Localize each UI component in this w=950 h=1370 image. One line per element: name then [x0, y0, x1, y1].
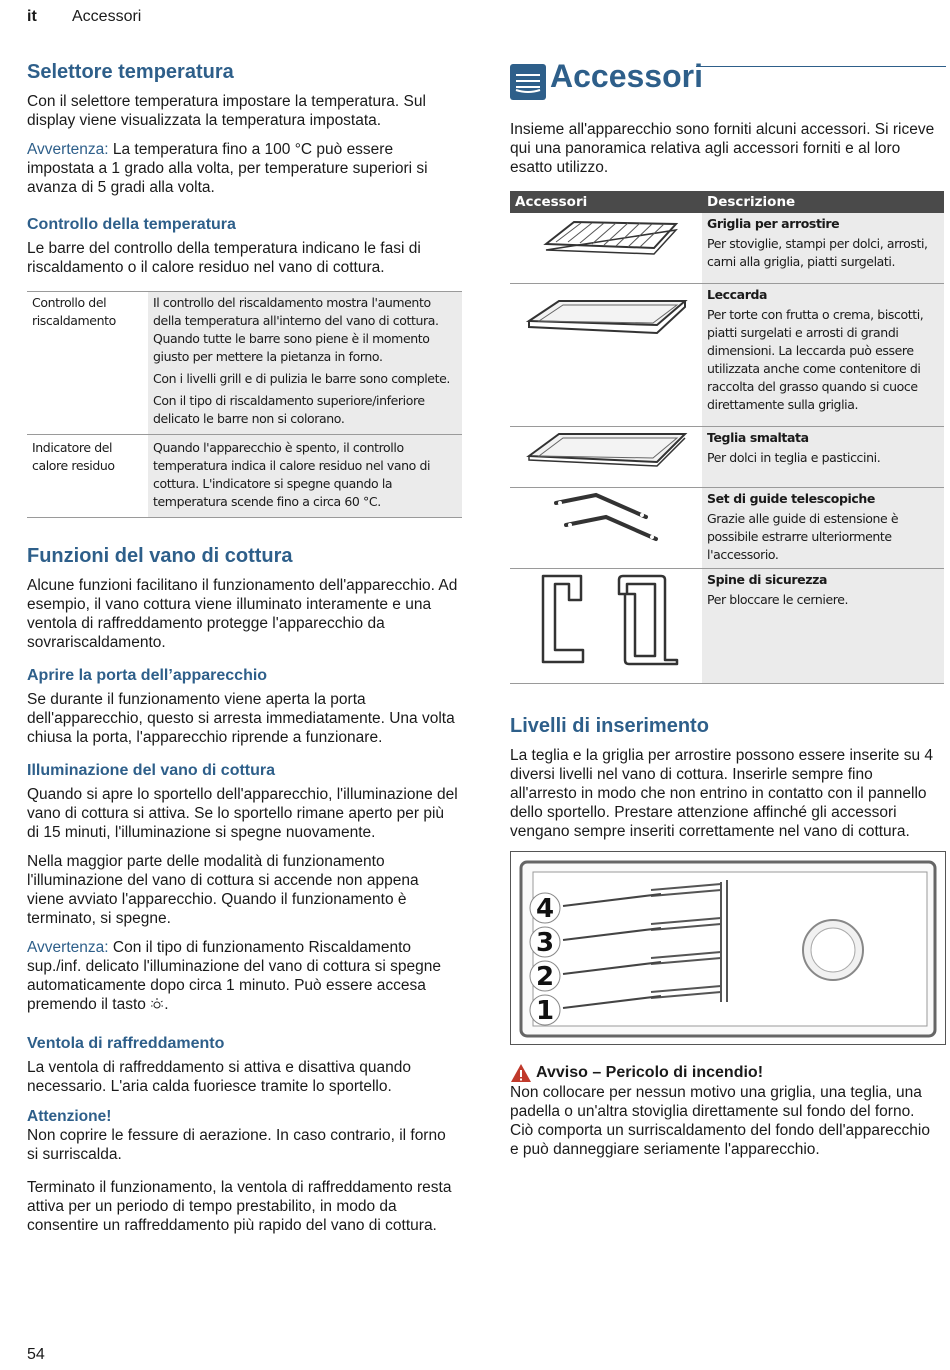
selettore-heading: Selettore temperatura	[27, 61, 234, 83]
accessory-text: Per bloccare le cerniere.	[707, 592, 849, 607]
funzioni-heading: Funzioni del vano di cottura	[27, 545, 293, 567]
porta-heading: Aprire la porta dell’apparecchio	[27, 667, 268, 684]
caution-text: Non coprire le fessure di aerazione. In caso contrario, il forno si surriscalda.	[27, 1127, 446, 1163]
table-row	[510, 427, 944, 488]
livelli-text: La teglia e la griglia per arrostire possono essere inserite su 4 diversi livelli nel vano di cottura. Inserirle sempre fino all'arresto in modo che non entrino in contatto con il pannello dello sportello. Prestare attenzione affinché gli accessori vengano sempre inseriti correttamente nel vano di cottura.	[510, 747, 934, 840]
illuminazione-note	[27, 938, 459, 1014]
left-column	[27, 60, 459, 1245]
accessory-image-cell	[510, 213, 702, 284]
oven-levels-diagram	[510, 851, 946, 1045]
level-label-2: 2	[536, 962, 555, 992]
table-row	[510, 488, 944, 569]
accessory-desc	[702, 284, 944, 427]
accessory-desc	[702, 488, 944, 569]
table-row	[27, 435, 462, 518]
accessory-desc	[702, 427, 944, 488]
table-row-label: Controllo del riscaldamento	[32, 295, 116, 328]
accessory-name: Set di guide telescopiche	[707, 491, 875, 506]
table-para: Con i livelli grill e di pulizia le barre sono complete.	[153, 371, 450, 386]
table-para: Con il tipo di riscaldamento superiore/inferiore delicato le barre non si colorano.	[153, 393, 425, 426]
ventola-heading: Ventola di raffreddamento	[27, 1035, 225, 1052]
table-row	[510, 213, 944, 284]
note-text: Con il tipo di funzionamento Riscaldamento sup./inf. delicato l'illuminazione del vano di cottura si spegne automaticamente dopo circa 1 minuto. Può essere accesa premendo il tasto	[27, 939, 441, 1013]
telescopic-rails-icon	[546, 489, 666, 549]
accessories-header-row	[510, 191, 944, 213]
ventola-text-2: Terminato il funzionamento, la ventola di raffreddamento resta attiva per un periodo di tempo prestabilito, in modo da consentire un raffreddamento più rapido del vano di cottura.	[27, 1179, 452, 1234]
controllo-text: Le barre del controllo della temperatura indicano le fasi di riscaldamento o il calore residuo nel vano di cottura.	[27, 240, 421, 276]
note-label: Avvertenza:	[27, 141, 109, 158]
porta-text: Se durante il funzionamento viene aperta la porta dell'apparecchio, questo si arresta immediatamente. Una volta chiusa la porta, l'apparecchio riprende a funzionare.	[27, 691, 455, 746]
level-label-1: 1	[536, 996, 555, 1026]
level-label-4: 4	[536, 894, 555, 924]
accessory-text: Per stoviglie, stampi per dolci, arrosti, carni alla griglia, piatti surgelati.	[707, 236, 928, 269]
accessory-name: Teglia smaltata	[707, 430, 809, 445]
selettore-note	[27, 140, 459, 197]
light-bulb-icon	[150, 997, 164, 1011]
funzioni-text: Alcune funzioni facilitano il funzionamento dell'apparecchio. Ad esempio, il vano cottura viene illuminato interamente e una ventola di raffreddamento protegge l'apparecchio da sovrariscaldamento.	[27, 577, 458, 651]
table-row	[27, 292, 462, 435]
safety-pins-icon	[531, 570, 681, 670]
illuminazione-heading: Illuminazione del vano di cottura	[27, 762, 276, 779]
accessory-desc	[702, 569, 944, 684]
accessory-image-cell	[510, 488, 702, 569]
table-para: Quando l'apparecchio è spento, il controllo temperatura indica il calore residuo nel vano di cottura. L'indicatore si spegne quando la temperatura scende fino a circa 60 °C.	[153, 440, 431, 509]
note-text: La temperatura fino a 100 °C può essere impostata a 1 grado alla volta, per temperature superiori si avanza di 5 gradi alla volta.	[27, 141, 428, 196]
wire-rack-icon	[526, 214, 686, 264]
accessory-text: Per torte con frutta o crema, biscotti, piatti surgelati e arrosti di grandi dimensioni. La leccarda può essere utilizzata anche come contenitore di raccolta del grasso quando si cuoce direttamente sulla griglia.	[707, 307, 924, 412]
title-rule	[696, 66, 946, 67]
accessory-name: Leccarda	[707, 287, 768, 302]
right-column	[510, 60, 942, 1169]
table-row-desc	[148, 292, 462, 435]
running-header: Accessori	[72, 8, 142, 25]
accessory-image-cell	[510, 427, 702, 488]
accessori-intro: Insieme all'apparecchio sono forniti alcuni accessori. Si riceve qui una panoramica relativa agli accessori forniti e al loro esatto utilizzo.	[510, 121, 935, 176]
note-label: Avvertenza:	[27, 939, 109, 956]
baking-tray-icon	[521, 428, 691, 478]
table-para: Il controllo del riscaldamento mostra l'aumento della temperatura all'interno del vano di cottura. Quando tutte le barre sono piene è il momento giusto per mettere la pietanza in forno.	[153, 295, 439, 364]
temperature-table	[27, 291, 462, 518]
controllo-heading: Controllo della temperatura	[27, 216, 236, 233]
table-row	[510, 569, 944, 684]
accessory-name: Spine di sicurezza	[707, 572, 828, 587]
selettore-text: Con il selettore temperatura impostare la temperatura. Sul display viene visualizzata la temperatura impostata.	[27, 93, 426, 129]
accessory-image-cell	[510, 284, 702, 427]
ventola-text: La ventola di raffreddamento si attiva e disattiva quando necessario. L'aria calda fuoriesce tramite lo sportello.	[27, 1059, 412, 1095]
accessori-title: Accessori	[550, 58, 703, 94]
warning-triangle-icon	[510, 1063, 532, 1083]
illuminazione-text-2: Nella maggior parte delle modalità di funzionamento l'illuminazione del vano di cottura si accende non appena viene avviato l'apparecchio. Quando il funzionamento è terminato, si spegne.	[27, 853, 419, 927]
note-end: .	[164, 996, 169, 1013]
accessory-image-cell	[510, 569, 702, 684]
deep-tray-icon	[521, 295, 691, 355]
accessory-name: Griglia per arrostire	[707, 216, 840, 231]
warning-title: Avviso – Pericolo di incendio!	[536, 1064, 764, 1081]
accessori-title-block	[510, 60, 942, 112]
caution-label: Attenzione!	[27, 1108, 112, 1125]
table-row-desc	[148, 435, 462, 518]
accessory-text: Grazie alle guide di estensione è possibile estrarre ulteriormente l'accessorio.	[707, 511, 899, 562]
accessori-section-icon	[510, 64, 546, 100]
accessory-desc	[702, 213, 944, 284]
page-number: 54	[27, 1346, 45, 1363]
illuminazione-text-1: Quando si apre lo sportello dell'apparecchio, l'illuminazione del vano di cottura si attiva. Se lo sportello rimane aperto per più di 15 minuti, l'illuminazione si spegne nuovamente.	[27, 786, 458, 841]
warning-heading	[510, 1063, 942, 1083]
accessory-text: Per dolci in teglia e pasticcini.	[707, 450, 881, 465]
table-row	[510, 284, 944, 427]
table-row-label: Indicatore del calore residuo	[32, 440, 115, 473]
accessories-table	[510, 191, 944, 684]
language-code: it	[27, 8, 37, 25]
col-descrizione: Descrizione	[702, 191, 944, 213]
livelli-heading: Livelli di inserimento	[510, 715, 709, 737]
col-accessori: Accessori	[510, 191, 702, 213]
warning-text: Non collocare per nessun motivo una griglia, una teglia, una padella o un'altra stoviglia direttamente sul fondo del forno. Ciò comporta un surriscaldamento del fondo dell'apparecchio e può danneggiare seriamente l'apparecchio.	[510, 1084, 930, 1158]
level-label-3: 3	[536, 928, 555, 958]
